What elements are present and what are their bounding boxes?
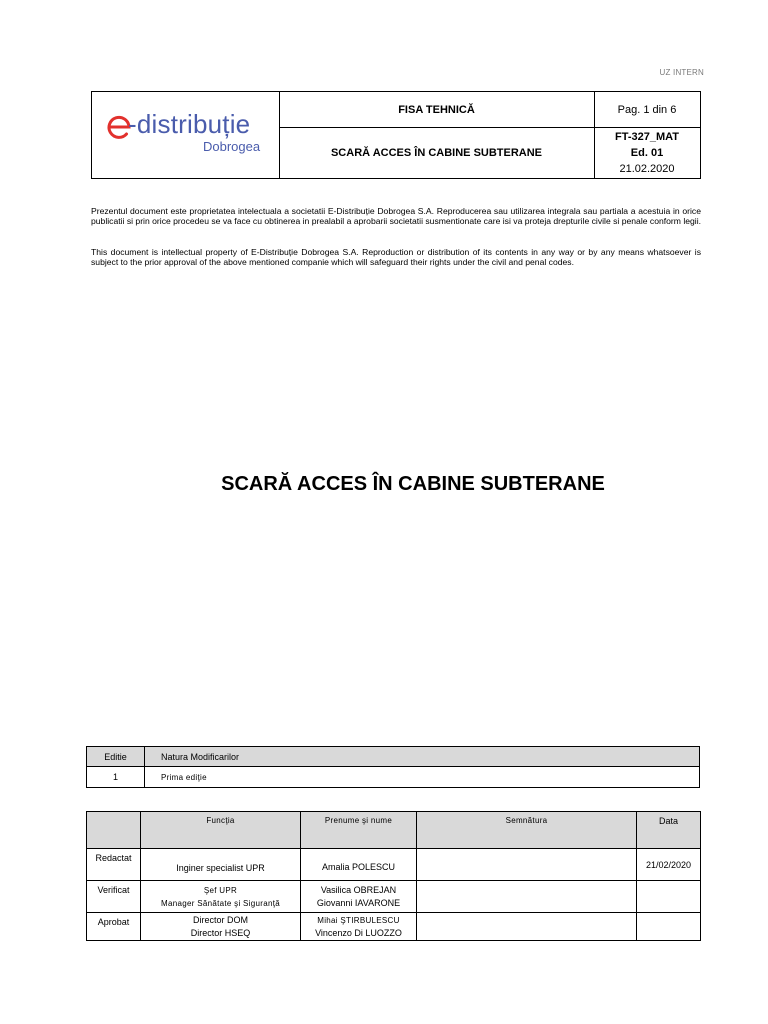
approvals-header-function: Funcţia	[141, 812, 301, 849]
document-header	[91, 91, 701, 179]
doc-title: SCARĂ ACCES ÎN CABINE SUBTERANE	[330, 147, 543, 159]
approvals-header-signature: Semnătura	[417, 812, 637, 849]
notice-english: This document is intellectual property of E-Distribuție Dobrogea S.A. Reproduction or distribution of its contents in any way or by any means whatsoever is subject to the prior approval of the above mentioned companie which will safeguard their rights under the civil and penal codes.	[91, 247, 701, 267]
approvals-header-date: Data	[637, 812, 701, 849]
table-row	[87, 767, 700, 788]
row-function: Şef UPR	[203, 885, 238, 895]
row-role: Verificat	[87, 881, 141, 913]
logo-sub-text: Dobrogea	[203, 139, 261, 154]
row-name: Amalia POLESCU	[301, 849, 417, 881]
approvals-table	[86, 811, 701, 941]
doc-code: FT-327_MAT	[615, 131, 679, 143]
approvals-header-role	[87, 812, 141, 849]
table-row	[87, 881, 701, 913]
page-number: Pag. 1 din 6	[594, 92, 700, 128]
doc-edition: Ed. 01	[630, 147, 664, 159]
editions-header-edition: Editie	[87, 747, 145, 767]
row-name: Giovanni IAVARONE	[316, 897, 401, 908]
table-row	[87, 913, 701, 941]
row-role: Aprobat	[87, 913, 141, 941]
row-name: Vincenzo Di LUOZZO	[315, 927, 402, 938]
doc-type: FISA TEHNICĂ	[279, 92, 594, 128]
edition-number: 1	[87, 767, 145, 788]
row-signature	[417, 881, 637, 913]
approvals-header-name: Prenume şi nume	[301, 812, 417, 849]
row-name: Mihai ŞTIRBULESCU	[317, 915, 400, 925]
editions-table	[86, 746, 700, 788]
logo-main-text: -distribuție	[128, 109, 251, 139]
row-function: Director DOM	[192, 914, 248, 925]
row-date: 21/02/2020	[637, 849, 701, 881]
row-name: Vasilica OBREJAN	[320, 884, 397, 895]
row-date	[637, 881, 701, 913]
table-row	[87, 849, 701, 881]
row-function: Manager Sănătate şi Siguranţă	[161, 898, 280, 908]
notice-romanian: Prezentul document este proprietatea intelectuala a societatii E-Distribuție Dobrogea S.A. Reproducerea sau utilizarea integrala sau partiala a acestuia in orice publicatii si prin orice procedeu se va face cu obtinerea in prealabil a aprobarii societatii susmentionate care isi va proteja drepturile civile si penale conform legii.	[91, 206, 702, 226]
row-signature	[417, 849, 637, 881]
main-title: SCARĂ ACCES ÎN CABINE SUBTERANE	[221, 473, 605, 495]
row-function: Inginer specialist UPR	[141, 849, 301, 881]
row-role: Redactat	[87, 849, 141, 881]
company-logo	[92, 92, 280, 178]
row-signature	[417, 913, 637, 941]
row-date	[637, 913, 701, 941]
editions-header-changes: Natura Modificarilor	[145, 747, 700, 767]
classification-label: UZ INTERN	[659, 68, 704, 77]
row-function: Director HSEQ	[190, 927, 251, 938]
doc-date: 21.02.2020	[619, 163, 675, 175]
edition-changes: Prima ediţie	[145, 767, 700, 788]
